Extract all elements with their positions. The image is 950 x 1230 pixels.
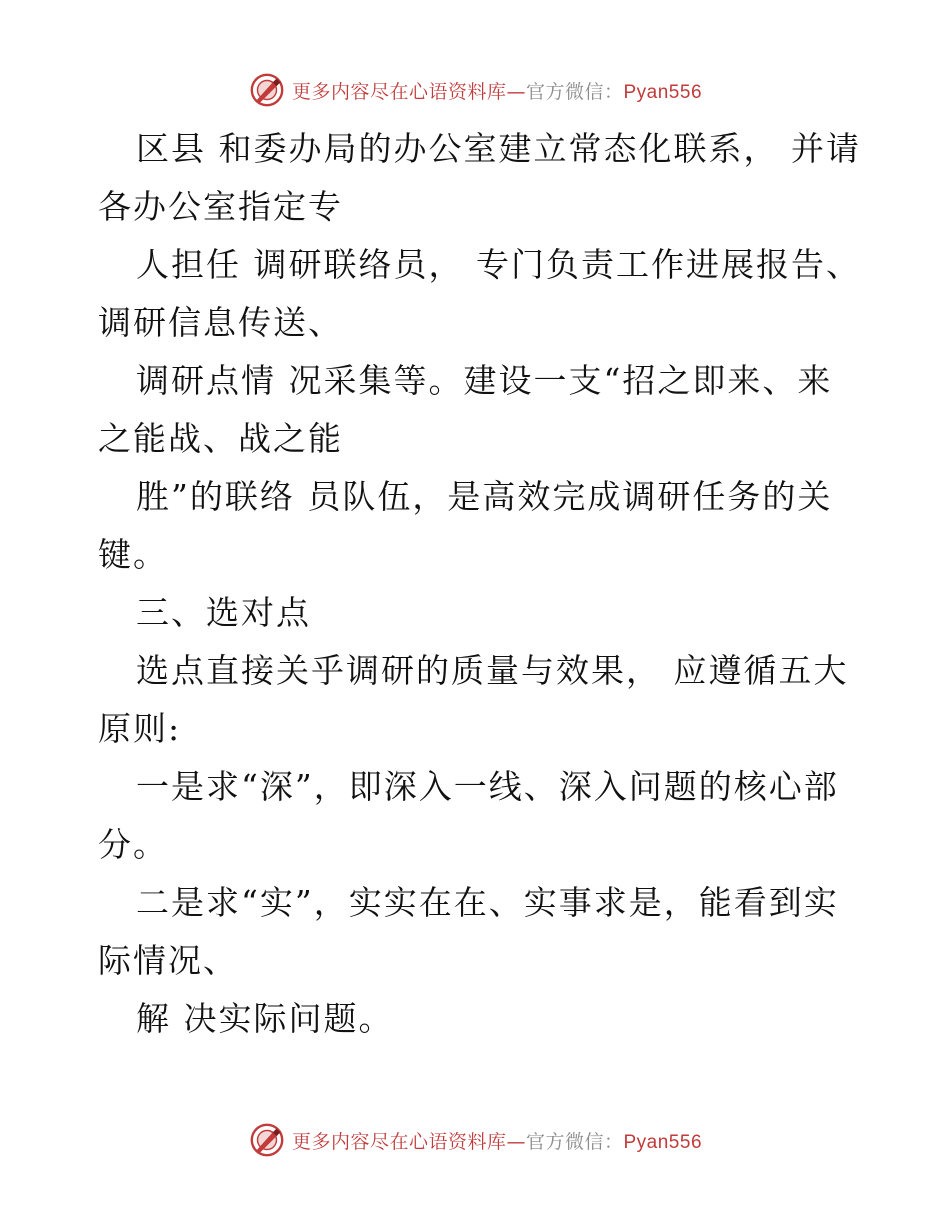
footer-wechat-label: 官方微信： bbox=[525, 1130, 624, 1153]
body-text-line: 区县 和委办局的办公室建立常态化联系， 并请 bbox=[136, 129, 861, 168]
body-text-line: 三、选对点 bbox=[136, 593, 311, 632]
header-wechat-label: 官方微信： bbox=[525, 80, 624, 103]
pen-logo-icon bbox=[248, 1121, 286, 1159]
body-text-line: 人担任 调研联络员， 专门负责工作进展报告、 bbox=[136, 245, 861, 284]
body-text-line: 一是求“深”，即深入一线、深入问题的核心部 bbox=[136, 767, 839, 806]
body-text-line: 原则: bbox=[98, 709, 182, 748]
body-text-line: 调研点情 况采集等。建设一支“招之即来、来 bbox=[136, 361, 833, 400]
body-text-line: 二是求“实”，实实在在、实事求是，能看到实 bbox=[136, 883, 839, 922]
body-text-line: 之能战、战之能 bbox=[98, 419, 343, 458]
header-text bbox=[292, 77, 702, 104]
body-text-line: 键。 bbox=[98, 535, 168, 574]
header-dash: — bbox=[506, 80, 526, 103]
document-body bbox=[98, 120, 861, 1048]
body-text-line: 际情况、 bbox=[98, 941, 238, 980]
header-wechat-id: Pyan556 bbox=[623, 81, 703, 103]
footer-text bbox=[292, 1127, 702, 1154]
header-banner bbox=[0, 68, 950, 112]
body-text-line: 解 决实际问题。 bbox=[136, 999, 394, 1038]
footer-wechat-id: Pyan556 bbox=[623, 1131, 703, 1153]
header-brand: 更多内容尽在心语资料库 bbox=[291, 80, 507, 103]
body-text-line: 调研信息传送、 bbox=[98, 303, 343, 342]
pen-logo-icon bbox=[248, 71, 286, 109]
body-text-line: 选点直接关乎调研的质量与效果， 应遵循五大 bbox=[136, 651, 849, 690]
body-text-line: 各办公室指定专 bbox=[98, 187, 343, 226]
footer-banner bbox=[0, 1118, 950, 1162]
footer-dash: — bbox=[506, 1130, 526, 1153]
body-text-line: 胜”的联络 员队伍，是高效完成调研任务的关 bbox=[136, 477, 833, 516]
footer-brand: 更多内容尽在心语资料库 bbox=[291, 1130, 507, 1153]
body-text-line: 分。 bbox=[98, 825, 168, 864]
